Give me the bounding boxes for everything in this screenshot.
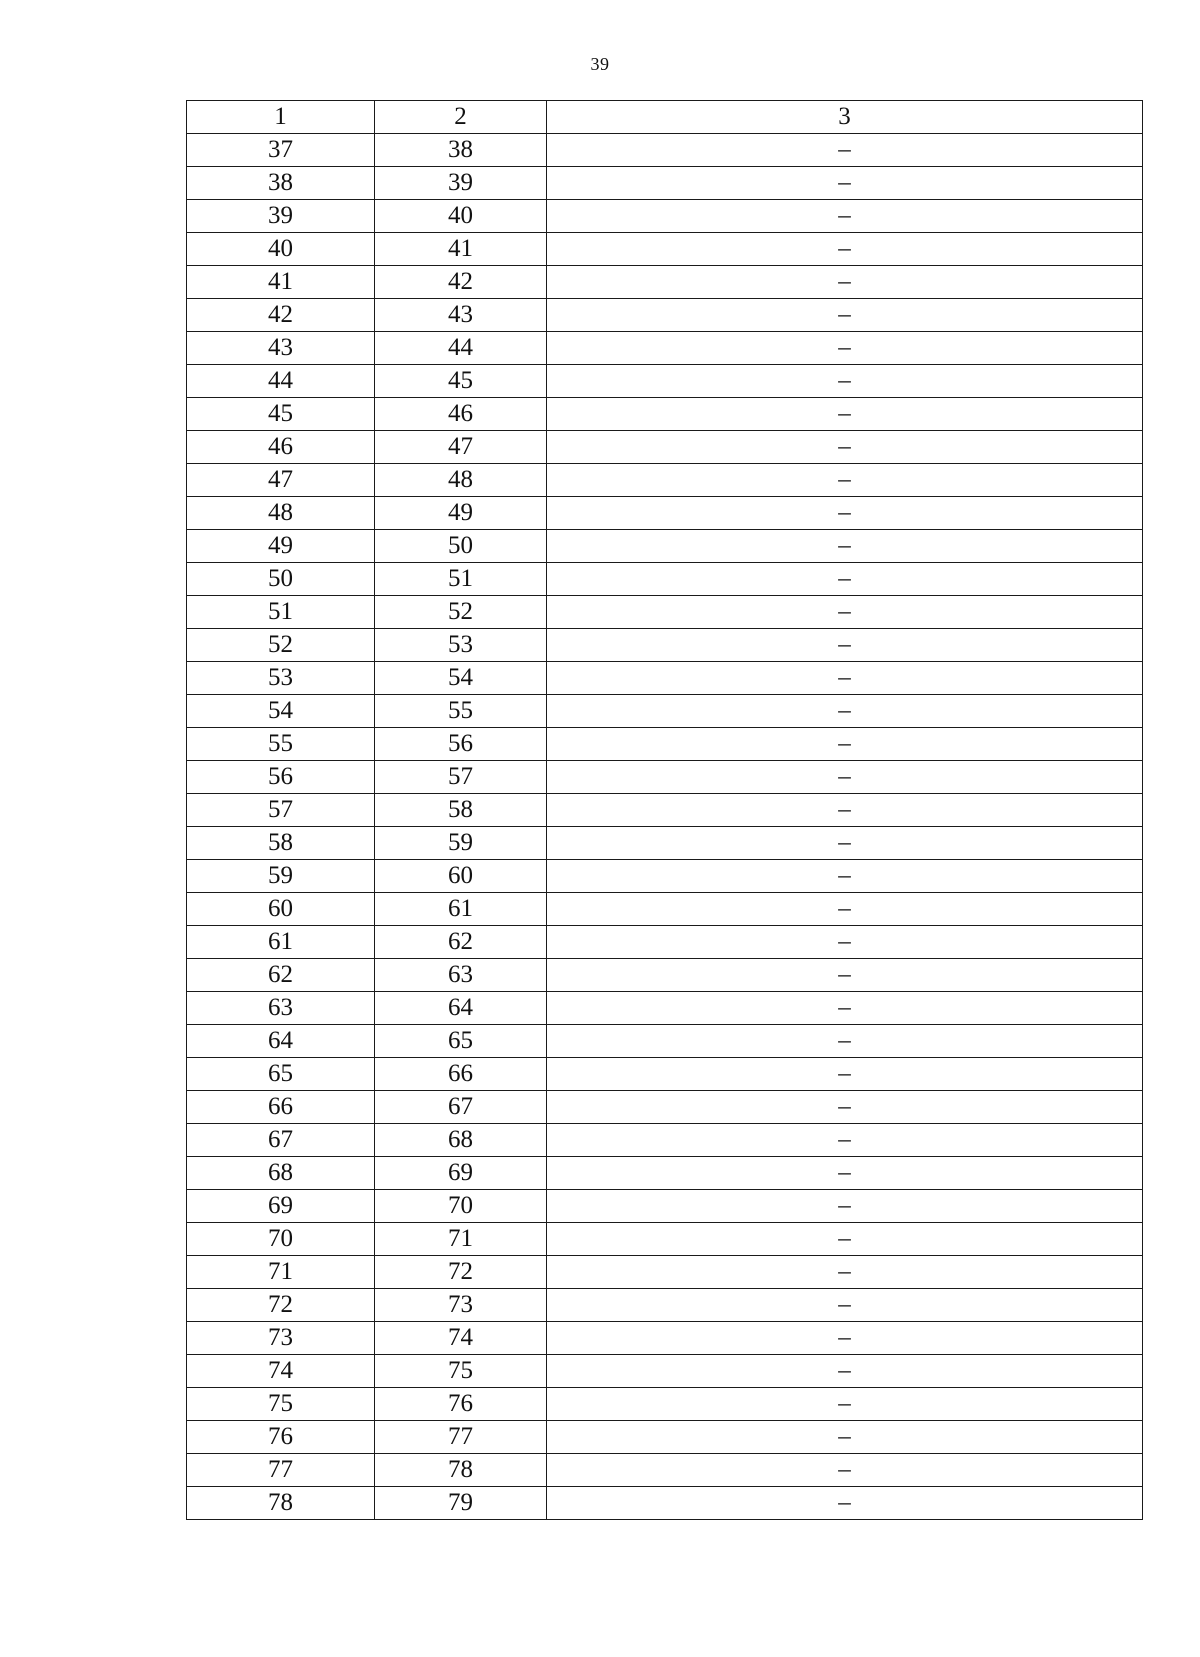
table-cell: –	[547, 860, 1143, 893]
table-cell: 42	[187, 299, 375, 332]
table-cell: 48	[187, 497, 375, 530]
table-cell: 55	[375, 695, 547, 728]
table-row	[187, 827, 1143, 860]
table-cell: 54	[375, 662, 547, 695]
table-cell: 73	[375, 1289, 547, 1322]
table-cell: 41	[187, 266, 375, 299]
table-cell: –	[547, 992, 1143, 1025]
table-row	[187, 1421, 1143, 1454]
table-cell: 60	[187, 893, 375, 926]
table-cell: 53	[187, 662, 375, 695]
table-cell: –	[547, 662, 1143, 695]
table-row	[187, 629, 1143, 662]
table-cell: 54	[187, 695, 375, 728]
table-cell: 66	[375, 1058, 547, 1091]
table-cell: –	[547, 596, 1143, 629]
table-cell: –	[547, 1157, 1143, 1190]
table-row	[187, 1058, 1143, 1091]
table-cell: 46	[375, 398, 547, 431]
table-cell: –	[547, 1190, 1143, 1223]
table-row	[187, 398, 1143, 431]
table-cell: 76	[375, 1388, 547, 1421]
table-cell: –	[547, 1124, 1143, 1157]
table-row	[187, 761, 1143, 794]
table-row	[187, 1289, 1143, 1322]
table-row	[187, 992, 1143, 1025]
table-cell: –	[547, 365, 1143, 398]
table-cell: 38	[187, 167, 375, 200]
table-cell: 63	[375, 959, 547, 992]
table-row	[187, 464, 1143, 497]
table-row	[187, 1454, 1143, 1487]
table-cell: –	[547, 1256, 1143, 1289]
table-cell: 68	[187, 1157, 375, 1190]
table-cell: 74	[187, 1355, 375, 1388]
table-cell: 38	[375, 134, 547, 167]
table-cell: 74	[375, 1322, 547, 1355]
table-cell: 64	[375, 992, 547, 1025]
table-cell: –	[547, 761, 1143, 794]
table-cell: 42	[375, 266, 547, 299]
table-row	[187, 1190, 1143, 1223]
table-cell: –	[547, 497, 1143, 530]
table-row	[187, 1091, 1143, 1124]
table-cell: –	[547, 167, 1143, 200]
table-cell: 67	[187, 1124, 375, 1157]
table-cell: –	[547, 1487, 1143, 1520]
column-header: 3	[547, 101, 1143, 134]
table-cell: –	[547, 563, 1143, 596]
table-row	[187, 959, 1143, 992]
table-cell: –	[547, 629, 1143, 662]
table-cell: 58	[187, 827, 375, 860]
table-cell: 47	[375, 431, 547, 464]
table-cell: 69	[187, 1190, 375, 1223]
table-cell: 72	[375, 1256, 547, 1289]
table-cell: 49	[187, 530, 375, 563]
table-row	[187, 1025, 1143, 1058]
table-row	[187, 233, 1143, 266]
table-row	[187, 266, 1143, 299]
table-row	[187, 167, 1143, 200]
table-cell: –	[547, 893, 1143, 926]
table-cell: 59	[375, 827, 547, 860]
table-cell: –	[547, 530, 1143, 563]
table-cell: 70	[375, 1190, 547, 1223]
table-cell: –	[547, 134, 1143, 167]
table-row	[187, 365, 1143, 398]
table-cell: 39	[375, 167, 547, 200]
table-row	[187, 893, 1143, 926]
table-row	[187, 431, 1143, 464]
table-cell: –	[547, 1388, 1143, 1421]
table-row	[187, 860, 1143, 893]
table-cell: –	[547, 1421, 1143, 1454]
table-cell: 75	[375, 1355, 547, 1388]
table-header-row	[187, 101, 1143, 134]
table-cell: 40	[187, 233, 375, 266]
column-header: 2	[375, 101, 547, 134]
table-cell: –	[547, 827, 1143, 860]
table-cell: 56	[375, 728, 547, 761]
table-cell: –	[547, 332, 1143, 365]
table-cell: 75	[187, 1388, 375, 1421]
table-cell: 43	[375, 299, 547, 332]
table-cell: –	[547, 1355, 1143, 1388]
table-cell: 65	[375, 1025, 547, 1058]
table-cell: 52	[187, 629, 375, 662]
table-row	[187, 662, 1143, 695]
table-row	[187, 695, 1143, 728]
table-cell: 68	[375, 1124, 547, 1157]
table-cell: 73	[187, 1322, 375, 1355]
table-row	[187, 332, 1143, 365]
table-cell: –	[547, 398, 1143, 431]
table-body	[187, 101, 1143, 1520]
table-cell: 72	[187, 1289, 375, 1322]
table-cell: –	[547, 695, 1143, 728]
table-cell: –	[547, 794, 1143, 827]
table-cell: 57	[375, 761, 547, 794]
table-row	[187, 530, 1143, 563]
table-cell: 71	[187, 1256, 375, 1289]
table-cell: 67	[375, 1091, 547, 1124]
table-row	[187, 1322, 1143, 1355]
table-row	[187, 1157, 1143, 1190]
table-row	[187, 1223, 1143, 1256]
table-cell: 45	[187, 398, 375, 431]
table-cell: 76	[187, 1421, 375, 1454]
table-cell: 60	[375, 860, 547, 893]
table-row	[187, 1388, 1143, 1421]
table-cell: 55	[187, 728, 375, 761]
table-row	[187, 299, 1143, 332]
table-row	[187, 728, 1143, 761]
table-cell: 51	[375, 563, 547, 596]
table-cell: 44	[187, 365, 375, 398]
table-cell: 77	[187, 1454, 375, 1487]
data-table	[186, 100, 1143, 1520]
table-cell: 66	[187, 1091, 375, 1124]
table-cell: 65	[187, 1058, 375, 1091]
table-row	[187, 926, 1143, 959]
page-number: 39	[590, 54, 610, 74]
table-cell: 46	[187, 431, 375, 464]
table-cell: 77	[375, 1421, 547, 1454]
table-cell: 44	[375, 332, 547, 365]
table-cell: –	[547, 266, 1143, 299]
table-cell: 43	[187, 332, 375, 365]
table-cell: 50	[375, 530, 547, 563]
column-header: 1	[187, 101, 375, 134]
data-table-container	[186, 100, 1142, 1520]
table-cell: –	[547, 926, 1143, 959]
table-cell: –	[547, 431, 1143, 464]
table-row	[187, 1355, 1143, 1388]
table-cell: 64	[187, 1025, 375, 1058]
table-cell: 37	[187, 134, 375, 167]
table-cell: 58	[375, 794, 547, 827]
table-cell: –	[547, 1289, 1143, 1322]
table-cell: –	[547, 1322, 1143, 1355]
table-cell: 51	[187, 596, 375, 629]
table-cell: 78	[375, 1454, 547, 1487]
table-cell: –	[547, 233, 1143, 266]
table-cell: 71	[375, 1223, 547, 1256]
table-cell: 47	[187, 464, 375, 497]
table-cell: –	[547, 464, 1143, 497]
table-cell: 61	[375, 893, 547, 926]
table-cell: 62	[375, 926, 547, 959]
table-row	[187, 1487, 1143, 1520]
table-cell: –	[547, 1091, 1143, 1124]
table-cell: 59	[187, 860, 375, 893]
table-row	[187, 794, 1143, 827]
table-cell: 39	[187, 200, 375, 233]
table-cell: –	[547, 1058, 1143, 1091]
table-row	[187, 1256, 1143, 1289]
table-cell: 61	[187, 926, 375, 959]
table-cell: 48	[375, 464, 547, 497]
table-cell: 63	[187, 992, 375, 1025]
table-cell: 41	[375, 233, 547, 266]
table-cell: 53	[375, 629, 547, 662]
table-row	[187, 596, 1143, 629]
table-row	[187, 497, 1143, 530]
table-cell: 52	[375, 596, 547, 629]
table-row	[187, 1124, 1143, 1157]
table-cell: 79	[375, 1487, 547, 1520]
table-cell: 40	[375, 200, 547, 233]
table-row	[187, 134, 1143, 167]
table-cell: –	[547, 1454, 1143, 1487]
table-cell: 78	[187, 1487, 375, 1520]
table-cell: 57	[187, 794, 375, 827]
table-cell: 62	[187, 959, 375, 992]
table-cell: –	[547, 728, 1143, 761]
table-row	[187, 563, 1143, 596]
table-cell: 69	[375, 1157, 547, 1190]
table-cell: 70	[187, 1223, 375, 1256]
table-row	[187, 200, 1143, 233]
table-cell: –	[547, 959, 1143, 992]
table-cell: 56	[187, 761, 375, 794]
table-cell: 49	[375, 497, 547, 530]
table-cell: –	[547, 1223, 1143, 1256]
table-cell: 50	[187, 563, 375, 596]
table-cell: 45	[375, 365, 547, 398]
table-cell: –	[547, 200, 1143, 233]
table-cell: –	[547, 1025, 1143, 1058]
table-cell: –	[547, 299, 1143, 332]
